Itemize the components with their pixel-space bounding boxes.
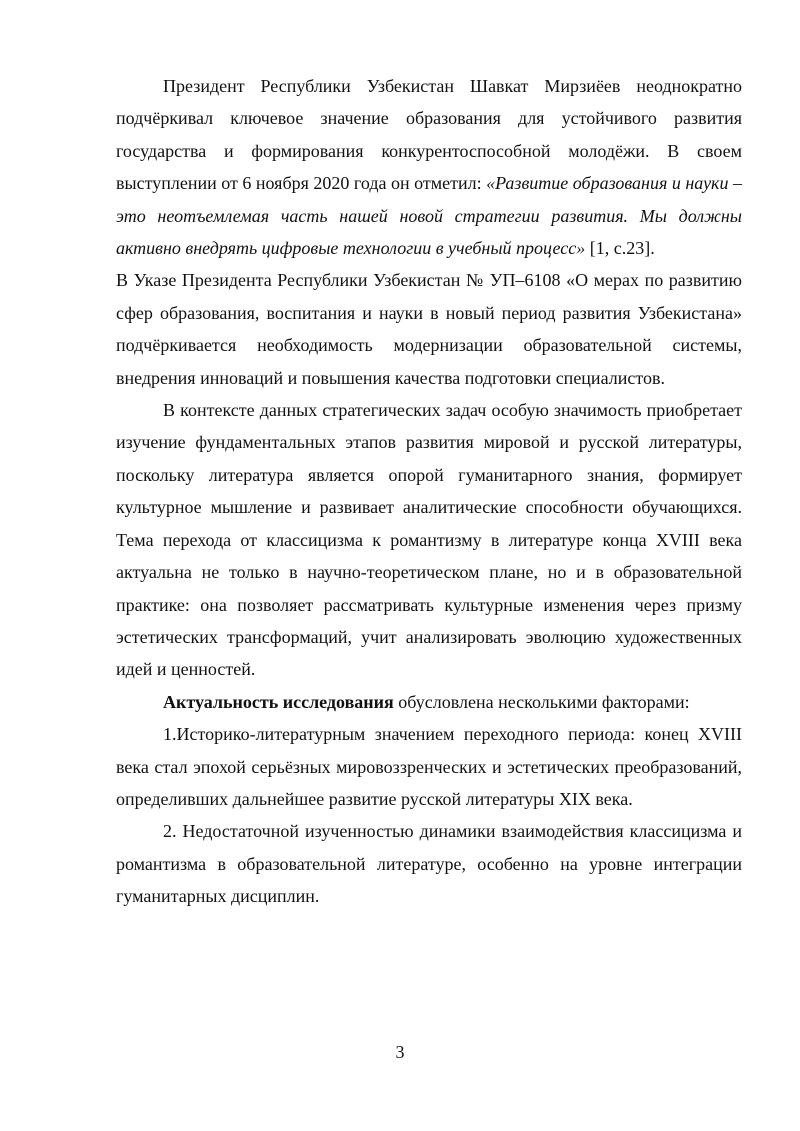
italic-quote: «Развитие образования и науки – это неотъемлемая часть нашей новой стратегии развития. Мы должны активно внедрять цифровые технологии в учебный процесс»	[116, 173, 742, 259]
paragraph-text: Президент Республики Узбекистан Шавкат Мирзиёев неоднократно подчёркивал ключевое значение образования для устойчивого развития государства и формирования конкурентоспособной молодёжи. В своем выступлении от 6 ноября 2020 года он отметил:	[116, 76, 742, 194]
list-item-2: 2. Недостаточной изученностью динамики взаимодействия классицизма и романтизма в образовательной литературе, особенно на уровне интеграции гуманитарных дисциплин.	[116, 821, 742, 907]
paragraph-relevance	[116, 686, 742, 718]
paragraph-context: В контексте данных стратегических задач особую значимость приобретает изучение фундаментальных этапов развития мировой и русской литературы, поскольку литература является опорой гуманитарного знания, формирует культурное мышление и развивает аналитические способности обучающихся. Тема перехода от классицизма к романтизму в литературе конца XVIII века актуальна не только в научно-теоретическом плане, но и в образовательной практике: она позволяет рассматривать культурные изменения через призму эстетических трансформаций, учит анализировать эволюцию художественных идей и ценностей.	[116, 400, 742, 680]
paragraph-president-quote	[116, 70, 742, 264]
citation: [1, с.23].	[585, 238, 655, 259]
relevance-text: обусловлена несколькими факторами:	[393, 691, 690, 712]
page-number: 3	[395, 1042, 405, 1062]
body-text	[116, 70, 742, 913]
paragraph-decree: В Указе Президента Республики Узбекистан № УП–6108 «О мерах по развитию сфер образования, воспитания и науки в новый период развития Узбекистана» подчёркивается необходимость модернизации образовательной системы, внедрения инноваций и повышения качества подготовки специалистов.	[116, 270, 742, 388]
relevance-heading: Актуальность исследования	[163, 691, 394, 712]
list-item-1: 1.Историко-литературным значением переходного периода: конец XVIII века стал эпохой серьёзных мировоззренческих и эстетических преобразований, определивших дальнейшее развитие русской литературы XIX века.	[116, 724, 742, 809]
